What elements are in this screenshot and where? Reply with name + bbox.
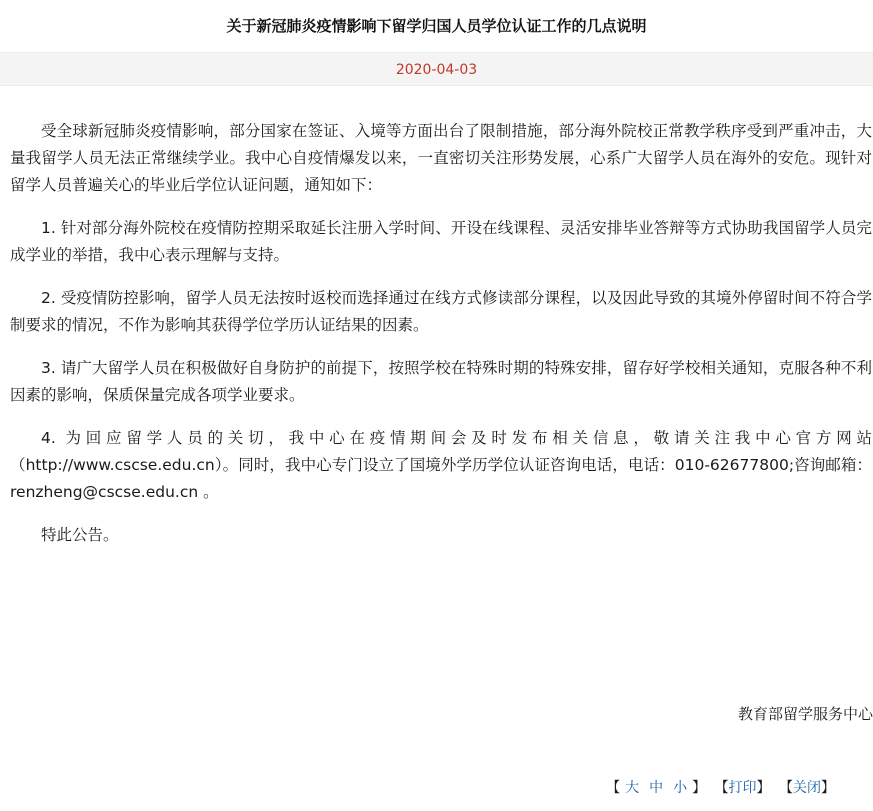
publish-date-bar [0, 52, 873, 86]
print-control: 【打印】 [714, 780, 771, 796]
print-button[interactable]: 打印 [728, 780, 757, 796]
closing-paragraph: 特此公告。 [41, 526, 119, 544]
font-size-small-button[interactable]: 小 [673, 780, 688, 796]
font-size-large-button[interactable]: 大 [625, 780, 640, 796]
point-4-paragraph: 4. 为回应留学人员的关切，我中心在疫情期间会及时发布相关信息，敬请关注我中心官方网站（http://www.cscse.edu.cn）。同时，我中心专门设立了国境外学历学位认证咨询电话，电话：010-62677800;咨询邮箱：renzheng@cscse.edu.cn 。 [10, 429, 872, 501]
issuer-signature: 教育部留学服务中心 [737, 705, 873, 723]
article-body [10, 118, 872, 565]
intro-paragraph: 受全球新冠肺炎疫情影响，部分国家在签证、入境等方面出台了限制措施，部分海外院校正常教学秩序受到严重冲击，大量我留学人员无法正常继续学业。我中心自疫情爆发以来，一直密切关注形势发展，心系广大留学人员在海外的安危。现针对留学人员普遍关心的毕业后学位认证问题，通知如下： [10, 122, 872, 194]
font-size-controls: 【 大 中 小 】 [606, 780, 707, 796]
publish-date: 2020-04-03 [395, 62, 478, 78]
close-control: 【关闭】 [779, 780, 835, 796]
footer-controls [602, 776, 835, 800]
page-title: 关于新冠肺炎疫情影响下留学归国人员学位认证工作的几点说明 [226, 17, 647, 35]
close-button[interactable]: 关闭 [793, 780, 821, 796]
point-2-paragraph: 2. 受疫情防控影响，留学人员无法按时返校而选择通过在线方式修读部分课程，以及因此导致的其境外停留时间不符合学制要求的情况，不作为影响其获得学位学历认证结果的因素。 [10, 289, 872, 334]
point-3-paragraph: 3. 请广大留学人员在积极做好自身防护的前提下，按照学校在特殊时期的特殊安排，留存好学校相关通知，克服各种不利因素的影响，保质保量完成各项学业要求。 [10, 359, 872, 404]
point-1-paragraph: 1. 针对部分海外院校在疫情防控期采取延长注册入学时间、开设在线课程、灵活安排毕业答辩等方式协助我国留学人员完成学业的举措，我中心表示理解与支持。 [10, 219, 872, 264]
font-size-medium-button[interactable]: 中 [649, 780, 664, 796]
